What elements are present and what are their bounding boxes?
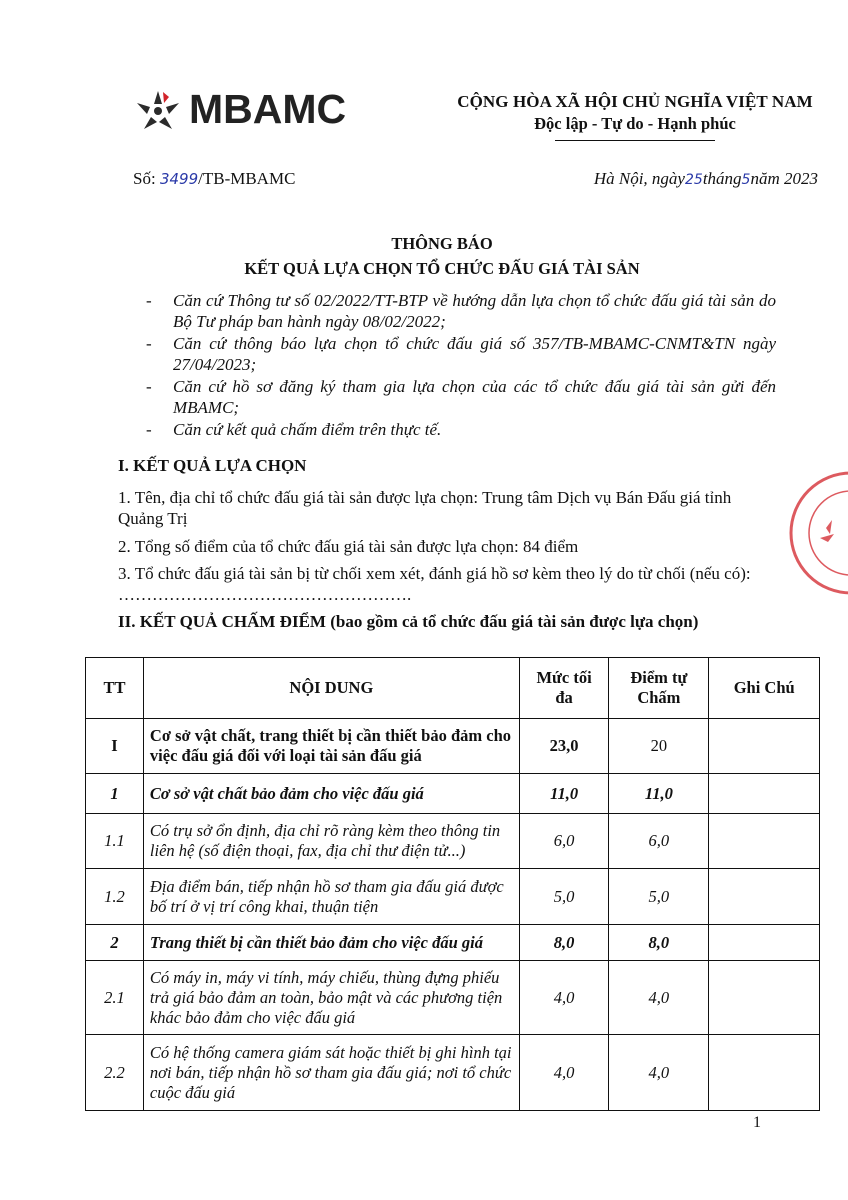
score-table [85,657,820,1111]
number-prefix: Số: [133,169,160,188]
header-note: Ghi Chú [709,658,820,719]
cell-tt: 1.1 [86,814,144,869]
total-score: 2. Tổng số điểm của tổ chức đấu giá tài sản được lựa chọn: 84 điểm [118,537,579,556]
header-tt: TT [86,658,144,719]
cell-tt: I [86,719,144,774]
cell-content: Trang thiết bị cần thiết bảo đảm cho việc đấu giá [143,925,519,961]
header-max: Mức tối đa [519,658,609,719]
red-seal-stamp [786,468,848,598]
mbamc-logo [133,86,346,133]
cell-max: 6,0 [519,814,609,869]
motto-underline [555,140,715,141]
cell-self-score: 8,0 [609,925,709,961]
cell-note [709,1035,820,1111]
cell-self-score: 4,0 [609,961,709,1035]
cell-content: Địa điểm bán, tiếp nhận hồ sơ tham gia đấu giá được bố trí ở vị trí công khai, thuận tiện [143,869,519,925]
table-header-row [86,658,820,719]
cell-self-score: 4,0 [609,1035,709,1111]
cell-note [709,774,820,814]
cell-max: 5,0 [519,869,609,925]
cell-note [709,925,820,961]
cell-self-score: 20 [609,719,709,774]
legal-basis-item: - Căn cứ kết quả chấm điểm trên thực tế. [140,419,776,440]
date-month: 5 [741,172,751,188]
document-number [133,169,295,189]
table-row [86,814,820,869]
cell-tt: 1 [86,774,144,814]
legal-bases-list [140,290,776,441]
selected-organization: 1. Tên, địa chỉ tổ chức đấu giá tài sản được lựa chọn: Trung tâm Dịch vụ Bán Đấu giá tỉnh Quảng Trị [118,488,732,528]
cell-max: 8,0 [519,925,609,961]
cell-self-score: 11,0 [609,774,709,814]
table-row [86,774,820,814]
country-name: CỘNG HÒA XÃ HỘI CHỦ NGHĨA VIỆT NAM [457,92,813,111]
cell-max: 11,0 [519,774,609,814]
document-date [594,169,818,189]
cell-tt: 2 [86,925,144,961]
cell-note [709,961,820,1035]
header-self-score: Điểm tự Chấm [609,658,709,719]
document-subtitle: KẾT QUẢ LỰA CHỌN TỔ CHỨC ĐẤU GIÁ TÀI SẢN [244,259,640,278]
section-2-heading: II. KẾT QUẢ CHẤM ĐIỂM (bao gồm cả tổ chức đấu giá tài sản được lựa chọn) [118,612,699,631]
cell-note [709,719,820,774]
mbamc-star-icon [133,87,183,133]
table-row [86,925,820,961]
legal-basis-item: - Căn cứ thông báo lựa chọn tổ chức đấu giá số 357/TB-MBAMC-CNMT&TN ngày 27/04/2023; [140,333,776,375]
number-handwritten: 3499 [159,170,199,188]
number-suffix: /TB-MBAMC [198,169,296,188]
legal-basis-item: - Căn cứ hồ sơ đăng ký tham gia lựa chọn của các tổ chức đấu giá tài sản gửi đến MBAMC; [140,376,776,418]
national-header [455,92,815,141]
rejected-organizations: 3. Tổ chức đấu giá tài sản bị từ chối xem xét, đánh giá hồ sơ kèm theo lý do từ chối (nếu có): ……………………………………………. [118,564,751,604]
date-prefix: Hà Nội, ngày [593,169,685,188]
page-number: 1 [753,1114,761,1131]
date-day: 25 [684,172,703,188]
header-content: NỘI DUNG [143,658,519,719]
cell-max: 4,0 [519,1035,609,1111]
cell-tt: 2.1 [86,961,144,1035]
table-row [86,869,820,925]
table-row [86,719,820,774]
cell-content: Có trụ sở ổn định, địa chỉ rõ ràng kèm theo thông tin liên hệ (số điện thoại, fax, địa chỉ thư điện tử...) [143,814,519,869]
date-mid: tháng [702,169,742,188]
cell-note [709,869,820,925]
cell-max: 23,0 [519,719,609,774]
cell-self-score: 5,0 [609,869,709,925]
cell-content: Có máy in, máy vi tính, máy chiếu, thùng đựng phiếu trả giá bảo đảm an toàn, bảo mật và các phương tiện khác bảo đảm cho việc đấu giá [143,961,519,1035]
date-suffix: năm 2023 [750,169,818,188]
cell-content: Cơ sở vật chất bảo đảm cho việc đấu giá [143,774,519,814]
legal-basis-item: - Căn cứ Thông tư số 02/2022/TT-BTP về hướng dẫn lựa chọn tổ chức đấu giá tài sản do Bộ Tư pháp ban hành ngày 08/02/2022; [140,290,776,332]
cell-tt: 2.2 [86,1035,144,1111]
cell-self-score: 6,0 [609,814,709,869]
logo-wordmark: MBAMC [189,86,347,132]
cell-note [709,814,820,869]
table-row [86,1035,820,1111]
document-title: THÔNG BÁO [391,234,493,253]
cell-content: Có hệ thống camera giám sát hoặc thiết bị ghi hình tại nơi bán, tiếp nhận hồ sơ tham gia đấu giá; nơi tổ chức cuộc đấu giá [143,1035,519,1111]
cell-content: Cơ sở vật chất, trang thiết bị cần thiết bảo đảm cho việc đấu giá đối với loại tài sản đấu giá [143,719,519,774]
national-motto: Độc lập - Tự do - Hạnh phúc [534,114,736,133]
cell-max: 4,0 [519,961,609,1035]
cell-tt: 1.2 [86,869,144,925]
section-1-heading: I. KẾT QUẢ LỰA CHỌN [118,456,307,475]
table-row [86,961,820,1035]
